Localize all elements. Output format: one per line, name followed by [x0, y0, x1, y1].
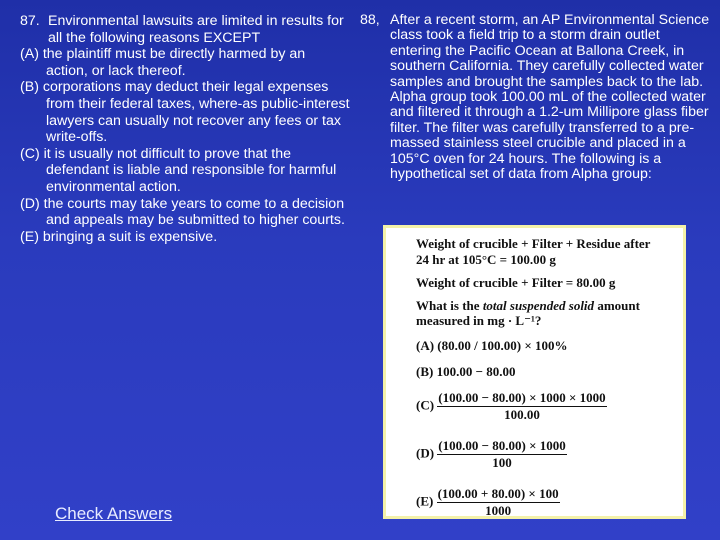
- choice-b: (B) 100.00 − 80.00: [416, 364, 516, 379]
- check-answers-link[interactable]: Check Answers: [55, 504, 173, 523]
- option-a: (A) the plaintiff must be directly harmed by an action, or lack thereof.: [20, 46, 306, 79]
- data-line-1b: 24 hr at 105°C = 100.00 g: [416, 252, 556, 267]
- question-87-stem: Environmental lawsuits are limited in results for all the following reasons EXCEPT: [48, 13, 344, 46]
- data-line-2: Weight of crucible + Filter = 80.00 g: [416, 275, 616, 290]
- option-c: (C) it is usually not difficult to prove that the defendant is liable and responsible for harmful environmental action.: [20, 145, 337, 195]
- answer-choices-image: [383, 225, 686, 519]
- data-line-1a: Weight of crucible + Filter + Residue after: [416, 236, 651, 251]
- option-e: (E) bringing a suit is expensive.: [20, 228, 218, 245]
- question-88-text: After a recent storm, an AP Environmental Science class took a field trip to a storm drain outlet entering the Pacific Ocean at Ballona Creek, in southern California. They carefully collected water samples and brought the samples back to the lab. Alpha group took 100.00 mL of the collected water and filtered it through a 1.2-um Millipore glass fiber filter. The filter was carefully transferred to a pre-massed stainless steel crucible and placed in a 105°C oven for 24 hours. The following is a hypothetical set of data from Alpha group:: [390, 12, 710, 183]
- choice-c: (C) $\frac{(100.00 - 80.00) \times 1000 \times 1000}{100.00}$: [416, 390, 606, 422]
- question-87-number: 87.: [20, 13, 40, 29]
- option-b: (B) corporations may deduct their legal expenses from their federal taxes, where-as public-interest lawyers can usually not recover any fees or tax write-offs.: [20, 79, 350, 146]
- option-d: (D) the courts may take years to come to a decision and appeals may be submitted to higher courts.: [20, 195, 345, 229]
- choice-e: (E) $\frac{(100.00 + 80.00) \times 100}{1000}$: [416, 486, 559, 518]
- question-88-number: 88,: [360, 12, 380, 28]
- choice-d: (D) $\frac{(100.00 - 80.00) \times 1000}{100}$: [416, 438, 566, 470]
- card-question: What is the total suspended solid amount measured in mg · L⁻¹?: [416, 298, 640, 328]
- question-88: [360, 13, 710, 182]
- choice-a: (A) (80.00 / 100.00) × 100%: [416, 338, 568, 353]
- question-87: [20, 13, 350, 245]
